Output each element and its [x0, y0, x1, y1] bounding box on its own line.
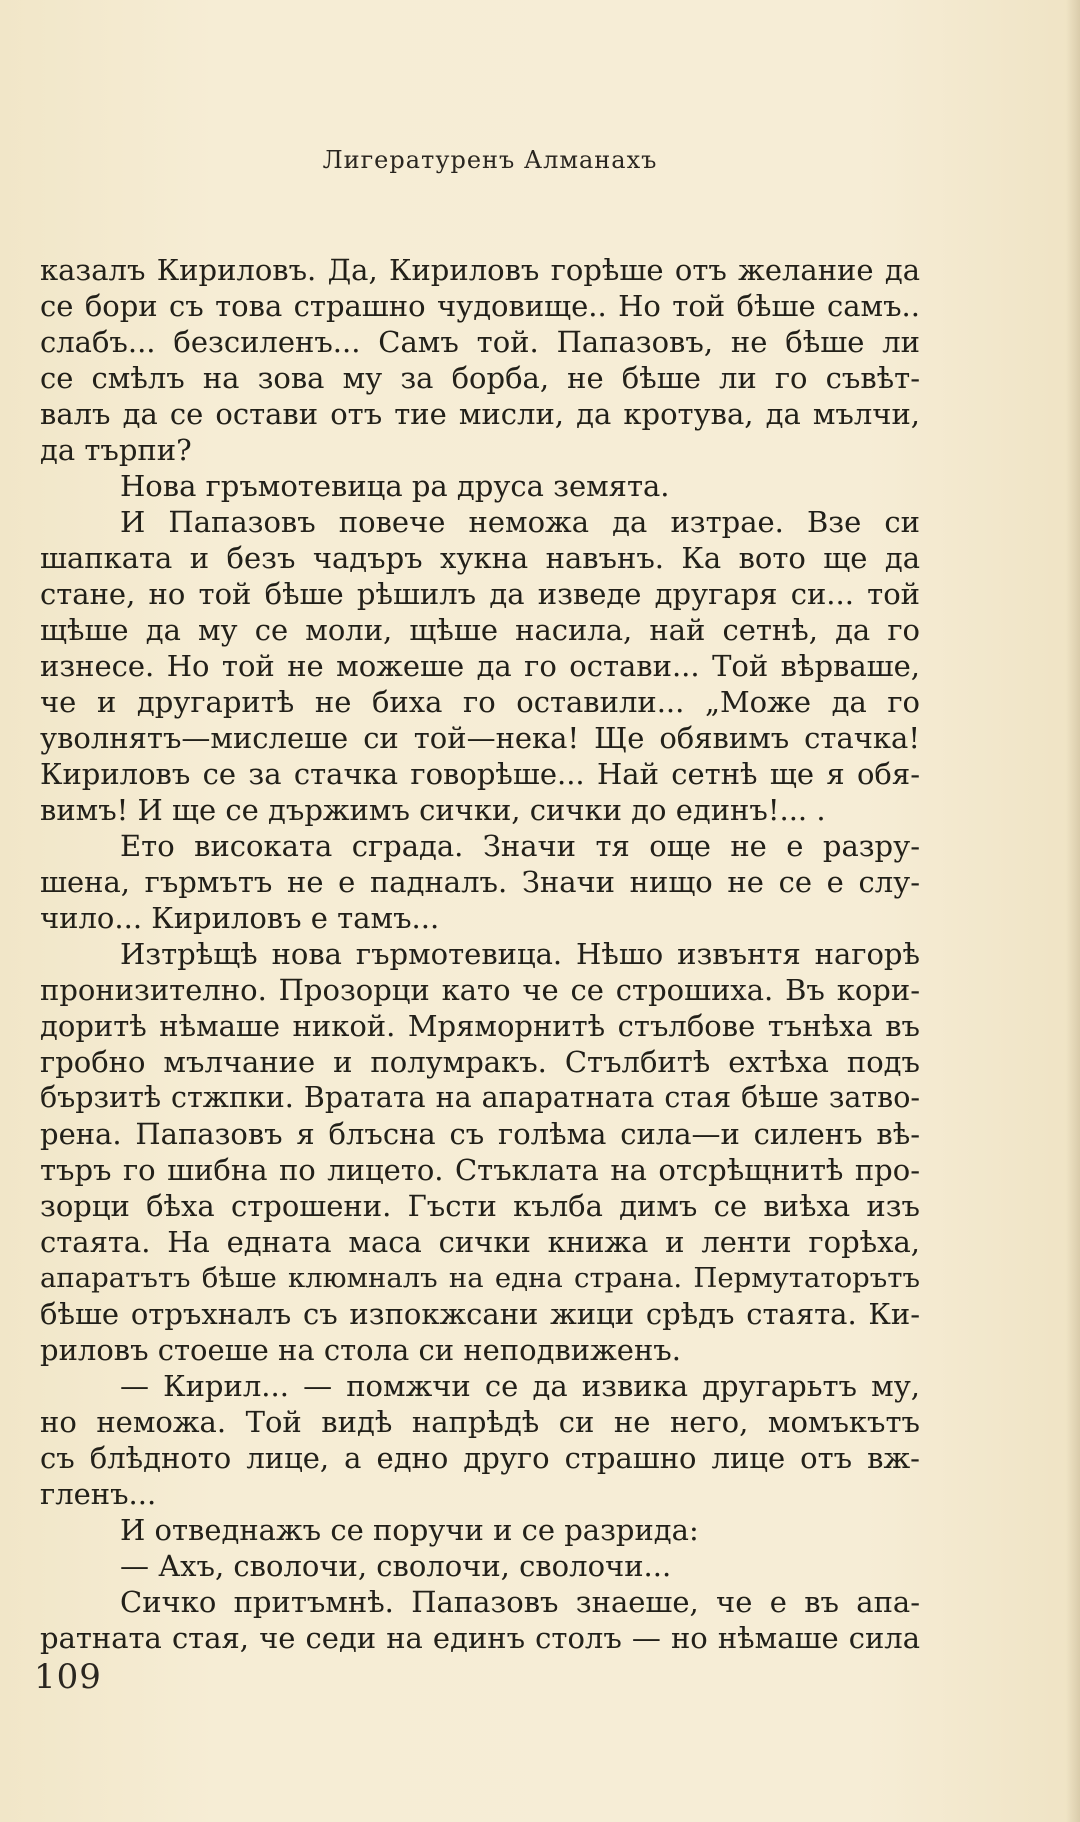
- text-line: уволнятъ—мислеше си той—нека! Ще обявимъ стачка!: [40, 721, 920, 755]
- running-head: Лигературенъ Алманахъ: [322, 146, 658, 174]
- text-line: търъ го шибна по лицето. Стъклата на отсрѣщнитѣ про-: [40, 1153, 920, 1187]
- text-line: бѣше отръхналъ съ изпокжсани жици срѣдъ стаята. Ки-: [40, 1297, 920, 1331]
- text-line: чило... Кириловъ е тамъ...: [40, 901, 440, 935]
- text-line: — Кирил... — помжчи се да извика другарьтъ му,: [120, 1369, 920, 1403]
- text-line: ратната стая, че седи на единъ столъ — но нѣмаше сила: [40, 1621, 920, 1655]
- body-text: [40, 252, 920, 1656]
- text-line: Кириловъ се за стачка говорѣше... Най сетнѣ ще я обя-: [40, 757, 920, 791]
- text-line: Ето високата сграда. Значи тя още не е разру-: [120, 829, 920, 863]
- text-line: изнесе. Но той не можеше да го остави... Той вѣрваше,: [40, 649, 920, 683]
- text-line: апаратътъ бѣше клюмналъ на една страна. Пермутаторътъ: [40, 1262, 920, 1294]
- text-line: зорци бѣха строшени. Гъсти кълба димъ се виѣха изъ: [40, 1189, 920, 1223]
- text-line: съ блѣдното лице, а едно друго страшно лице отъ вж-: [40, 1441, 920, 1475]
- text-line: риловъ стоеше на стола си неподвиженъ.: [40, 1333, 681, 1367]
- text-line: да търпи?: [40, 433, 192, 467]
- text-line: но неможа. Той видѣ напрѣдѣ си не него, момъкътъ: [40, 1405, 920, 1439]
- text-line: се смѣлъ на зова му за борба, не бѣше ли го съвѣт-: [40, 361, 920, 395]
- text-line: слабъ... безсиленъ... Самъ той. Папазовъ, не бѣше ли: [40, 325, 920, 359]
- text-line: шапката и безъ чадъръ хукна навънъ. Ка вото ще да: [40, 541, 920, 575]
- text-line: — Ахъ, сволочи, сволочи, сволочи...: [120, 1549, 672, 1583]
- text-line: валъ да се остави отъ тие мисли, да кротува, да мълчи,: [40, 397, 920, 431]
- text-line: казалъ Кириловъ. Да, Кириловъ горѣше отъ желание да: [40, 253, 920, 287]
- text-line: се бори съ това страшно чудовище.. Но той бѣше самъ..: [40, 289, 920, 323]
- text-line: вимъ! И ще се държимъ сички, сички до единъ!... .: [40, 793, 826, 827]
- text-line: бързитѣ стжпки. Вратата на апаратната стая бѣше затво-: [40, 1081, 920, 1114]
- text-line: доритѣ нѣмаше никой. Мряморнитѣ стълбове тънѣха въ: [40, 1009, 920, 1043]
- text-line: рена. Папазовъ я блъсна съ голѣма сила—и силенъ вѣ-: [40, 1117, 920, 1151]
- text-line: пронизително. Прозорци като че се строшиха. Въ кори-: [40, 973, 920, 1007]
- text-line: че и другаритѣ не биха го оставили... „Може да го: [40, 685, 920, 719]
- text-line: И отведнажъ се поручи и се разрида:: [120, 1513, 699, 1547]
- text-line: И Папазовъ повече неможа да изтрае. Взе си: [120, 505, 920, 539]
- text-line: Нова гръмотевица ра друса земята.: [120, 469, 670, 503]
- text-line: Изтрѣщѣ нова гърмотевица. Нѣшо извънтя нагорѣ: [120, 937, 920, 971]
- page-number: 109: [34, 1657, 102, 1697]
- text-line: стане, но той бѣше рѣшилъ да изведе другаря си... той: [40, 577, 920, 611]
- page-edge-shadow: [1066, 0, 1080, 1822]
- text-line: Сичко притъмнѣ. Папазовъ знаеше, че е въ апа-: [120, 1585, 920, 1619]
- text-line: гленъ...: [40, 1477, 157, 1511]
- text-line: шена, гърмътъ не е падналъ. Значи нищо не се е слу-: [40, 865, 920, 899]
- text-line: гробно мълчание и полумракъ. Стълбитѣ ехтѣха подъ: [40, 1045, 920, 1079]
- text-line: щѣше да му се моли, щѣше насила, най сетнѣ, да го: [40, 613, 920, 647]
- text-line: стаята. На едната маса сички книжа и ленти горѣха,: [40, 1225, 920, 1259]
